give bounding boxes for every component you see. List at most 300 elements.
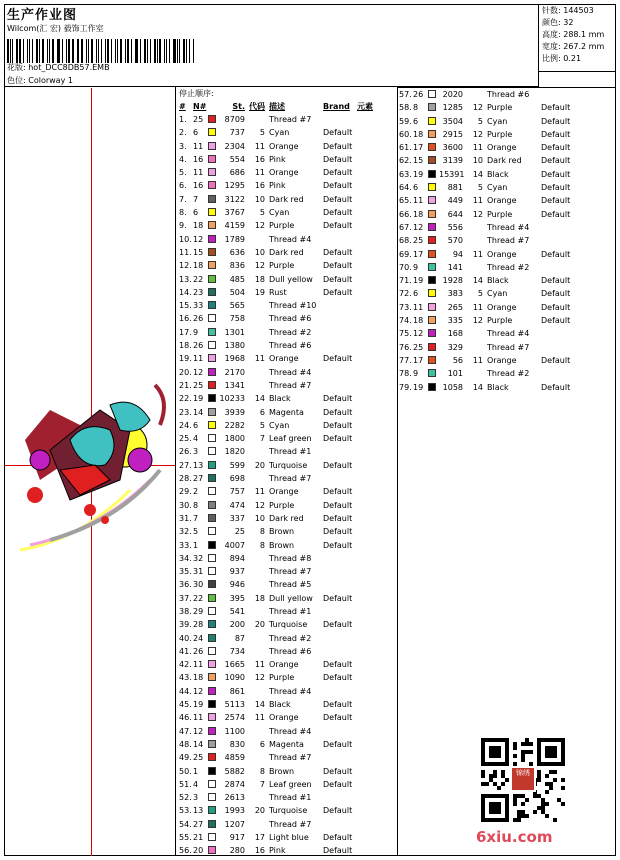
table-row (179, 632, 373, 645)
needle-number: 9 (413, 369, 419, 379)
thread-brand (541, 341, 575, 354)
stitch-count: 3504 (442, 116, 463, 126)
table-row (179, 166, 373, 179)
row-index: 52. (179, 793, 192, 803)
color-swatch (427, 141, 439, 154)
color-swatch (207, 140, 219, 153)
thread-brand: Default (323, 128, 353, 138)
needle-number: 11 (413, 302, 424, 312)
color-code (467, 221, 487, 234)
needle-number: 26 (193, 341, 204, 351)
color-description: Thread #6 (487, 90, 530, 99)
thread-brand: Default (323, 194, 353, 204)
color-swatch (207, 246, 219, 259)
table-row (399, 141, 575, 154)
needle-number: 12 (193, 726, 204, 736)
color-swatch (427, 234, 439, 247)
table-row (179, 605, 373, 618)
row-index: 41. (179, 646, 192, 656)
color-code (249, 379, 269, 392)
thread-brand: Default (541, 196, 571, 206)
thread-brand: Default (541, 129, 571, 139)
row-index: 72. (399, 289, 412, 299)
row-index: 15. (179, 301, 192, 311)
color-code (249, 472, 269, 485)
color-description: Cyan (487, 183, 508, 193)
color-swatch (207, 113, 219, 126)
color-description: Thread #2 (269, 633, 312, 643)
needle-number: 15 (193, 247, 204, 257)
needle-number: 25 (193, 753, 204, 763)
needle-number: 12 (413, 222, 424, 232)
color-swatch (427, 221, 439, 234)
row-index: 2. (179, 128, 187, 138)
table-row (179, 472, 373, 485)
needle-number: 17 (413, 143, 424, 153)
thread-brand (541, 221, 575, 234)
row-index: 20. (179, 367, 192, 377)
stitch-count: 4007 (224, 540, 245, 550)
thread-brand (323, 312, 357, 325)
color-swatch (207, 432, 219, 445)
color-swatch (207, 326, 219, 339)
thread-brand: Default (323, 846, 353, 856)
color-swatch (207, 831, 219, 844)
thread-brand (323, 366, 357, 379)
color-description: Purple (269, 261, 295, 271)
table-row (179, 113, 373, 126)
color-code (249, 725, 269, 738)
needle-number: 25 (193, 115, 204, 124)
stitch-count: 737 (229, 128, 245, 138)
thread-brand: Default (323, 779, 353, 789)
row-index: 31. (179, 513, 192, 523)
color-swatch (207, 578, 219, 591)
divider-right (397, 87, 398, 856)
table-row (179, 578, 373, 591)
color-code: 18 (254, 274, 265, 284)
header-index: # (179, 102, 186, 111)
table-row (399, 154, 575, 167)
thread-brand: Default (323, 154, 353, 164)
thread-brand: Default (323, 700, 353, 710)
needle-number: 30 (193, 580, 204, 590)
stitch-count: 56 (452, 355, 463, 365)
color-code: 7 (259, 434, 265, 444)
stitch-count: 329 (447, 342, 463, 352)
stitch-count: 8709 (224, 115, 245, 124)
stitch-count: 636 (229, 247, 245, 257)
color-description: Orange (269, 141, 299, 151)
row-index: 39. (179, 620, 192, 630)
stitch-count: 280 (229, 846, 245, 856)
color-description: Orange (487, 302, 517, 312)
thread-brand: Default (541, 382, 571, 392)
color-code: 16 (254, 154, 265, 164)
needle-number: 11 (193, 713, 204, 723)
thread-brand: Default (323, 434, 353, 444)
stitch-count: 644 (447, 209, 463, 219)
table-row (179, 419, 373, 432)
table-row (179, 259, 373, 272)
stitch-count: 757 (229, 487, 245, 497)
stitch-count: 1207 (224, 819, 245, 829)
row-index: 48. (179, 739, 192, 749)
color-code: 10 (254, 513, 265, 523)
stitch-count: 861 (229, 686, 245, 696)
row-index: 75. (399, 329, 412, 339)
table-header (179, 100, 373, 113)
color-swatch (207, 711, 219, 724)
row-index: 47. (179, 726, 192, 736)
table-row (179, 126, 373, 139)
needle-number: 6 (193, 420, 199, 430)
color-code: 8 (259, 766, 265, 776)
color-swatch (427, 88, 439, 101)
color-description: Leaf green (269, 434, 312, 444)
color-code: 12 (472, 316, 483, 326)
color-description: Purple (269, 221, 295, 231)
color-swatch (207, 126, 219, 139)
row-index: 42. (179, 660, 192, 670)
needle-number: 33 (193, 301, 204, 311)
row-index: 25. (179, 434, 192, 444)
color-swatch (207, 193, 219, 206)
color-swatch (427, 287, 439, 300)
table-row (399, 287, 575, 300)
thread-brand: Default (541, 355, 571, 365)
stitch-count: 4859 (224, 753, 245, 763)
color-swatch (207, 512, 219, 525)
needle-number: 19 (413, 169, 424, 179)
needle-number: 20 (193, 846, 204, 856)
color-swatch (207, 844, 219, 857)
needle-number: 11 (193, 354, 204, 364)
color-description: Orange (487, 355, 517, 365)
needle-number: 18 (413, 209, 424, 219)
stitch-count: 141 (447, 262, 463, 272)
seal-stamp (510, 766, 536, 792)
stitch-count: 2304 (224, 141, 245, 151)
color-code: 11 (254, 354, 265, 364)
table-row (179, 326, 373, 339)
color-description: Purple (487, 103, 513, 113)
thread-brand (323, 339, 357, 352)
table-row (399, 168, 575, 181)
needle-number: 22 (193, 593, 204, 603)
thread-brand (323, 565, 357, 578)
color-swatch (207, 592, 219, 605)
row-index: 44. (179, 686, 192, 696)
color-description: Pink (269, 846, 286, 856)
needle-number: 26 (413, 90, 424, 99)
stitch-count: 3139 (442, 156, 463, 166)
header-description: 描述 (269, 102, 285, 111)
row-index: 61. (399, 143, 412, 153)
color-swatch (207, 312, 219, 325)
stitch-count: 881 (447, 183, 463, 193)
thread-brand: Default (541, 183, 571, 193)
table-row (179, 539, 373, 552)
needle-number: 6 (413, 116, 419, 126)
color-swatch (207, 219, 219, 232)
stitch-count: 2282 (224, 420, 245, 430)
table-row (179, 685, 373, 698)
needle-number: 19 (413, 382, 424, 392)
needle-number: 8 (413, 103, 419, 113)
thread-brand (323, 605, 357, 618)
stitch-count: 1058 (442, 382, 463, 392)
color-description: Purple (487, 209, 513, 219)
divider-left (175, 87, 176, 856)
color-description: Light blue (269, 833, 309, 843)
design-scale: 比例: 0.21 (542, 54, 582, 63)
stitch-count: 449 (447, 196, 463, 206)
table-row (399, 274, 575, 287)
thread-brand: Default (323, 713, 353, 723)
color-description: Thread #4 (269, 367, 312, 377)
thread-brand: Default (541, 103, 571, 113)
table-row (399, 194, 575, 207)
needle-number: 25 (413, 236, 424, 246)
thread-brand: Default (323, 274, 353, 284)
row-index: 58. (399, 103, 412, 113)
color-swatch (427, 168, 439, 181)
needle-number: 19 (413, 276, 424, 286)
color-swatch (207, 618, 219, 631)
row-index: 55. (179, 833, 192, 843)
needle-number: 16 (193, 181, 204, 191)
needle-number: 12 (193, 234, 204, 244)
needle-number: 1 (193, 766, 199, 776)
color-description: Black (487, 276, 509, 286)
table-row (399, 248, 575, 261)
row-index: 16. (179, 314, 192, 324)
thread-brand: Default (323, 833, 353, 843)
thread-brand: Default (541, 316, 571, 326)
color-code: 10 (472, 156, 483, 166)
color-swatch (427, 261, 439, 274)
needle-number: 3 (193, 447, 199, 457)
color-swatch (207, 299, 219, 312)
color-description: Thread #1 (269, 793, 312, 803)
table-row (179, 140, 373, 153)
table-row (179, 818, 373, 831)
color-code: 11 (472, 196, 483, 206)
table-row (179, 246, 373, 259)
color-description: Thread #4 (269, 234, 312, 244)
thread-brand (323, 632, 357, 645)
table-row (179, 219, 373, 232)
stitch-count: 599 (229, 460, 245, 470)
table-row (179, 592, 373, 605)
row-index: 70. (399, 262, 412, 272)
stitch-count: 686 (229, 168, 245, 178)
color-code (249, 113, 269, 126)
thread-brand (323, 791, 357, 804)
thread-brand: Default (541, 249, 571, 259)
color-code: 14 (254, 700, 265, 710)
row-index: 22. (179, 394, 192, 404)
needle-number: 27 (193, 819, 204, 829)
color-description: Orange (269, 713, 299, 723)
color-code: 6 (259, 739, 265, 749)
color-code (249, 818, 269, 831)
color-code (249, 685, 269, 698)
stitch-count: 1993 (224, 806, 245, 816)
table-row (399, 381, 575, 394)
color-code: 12 (472, 129, 483, 139)
color-code: 7 (259, 779, 265, 789)
row-index: 57. (399, 90, 412, 99)
color-code (249, 791, 269, 804)
stitch-count: 1100 (224, 726, 245, 736)
row-index: 9. (179, 221, 187, 231)
row-index: 29. (179, 487, 192, 497)
table-row (179, 552, 373, 565)
color-swatch (207, 671, 219, 684)
needle-number: 14 (193, 739, 204, 749)
needle-number: 6 (413, 183, 419, 193)
table-row (179, 339, 373, 352)
color-swatch (207, 791, 219, 804)
color-description: Magenta (269, 407, 304, 417)
color-description: Dull yellow (269, 593, 313, 603)
row-index: 34. (179, 553, 192, 563)
thread-brand: Default (323, 660, 353, 670)
color-description: Orange (487, 249, 517, 259)
color-code: 12 (254, 221, 265, 231)
thread-brand (541, 327, 575, 340)
row-index: 51. (179, 779, 192, 789)
thread-brand (541, 261, 575, 274)
color-description: Thread #7 (269, 819, 312, 829)
color-code: 20 (254, 806, 265, 816)
row-index: 3. (179, 141, 187, 151)
needle-number: 6 (193, 208, 199, 218)
thread-brand: Default (323, 261, 353, 271)
stitch-count: 556 (447, 222, 463, 232)
stitch-count: 15391 (439, 169, 465, 179)
color-code: 11 (472, 302, 483, 312)
color-swatch (427, 194, 439, 207)
thread-brand: Default (323, 168, 353, 178)
thread-brand (541, 88, 575, 101)
row-index: 33. (179, 540, 192, 550)
stitch-count: 3600 (442, 143, 463, 153)
color-swatch (427, 154, 439, 167)
color-description: Purple (269, 500, 295, 510)
color-description: Thread #7 (269, 753, 312, 763)
color-description: Brown (269, 540, 295, 550)
color-swatch (207, 499, 219, 512)
color-swatch (207, 472, 219, 485)
stitch-count: 3939 (224, 407, 245, 417)
stitch-count: 1789 (224, 234, 245, 244)
row-index: 4. (179, 154, 187, 164)
table-row (399, 221, 575, 234)
table-row (179, 445, 373, 458)
color-swatch (207, 485, 219, 498)
color-description: Pink (269, 154, 286, 164)
thread-brand: Default (323, 766, 353, 776)
color-description: Cyan (269, 420, 290, 430)
needle-number: 6 (193, 128, 199, 138)
color-swatch (427, 327, 439, 340)
needle-number: 27 (193, 474, 204, 484)
needle-number: 12 (413, 329, 424, 339)
thread-brand: Default (323, 181, 353, 191)
needle-number: 4 (193, 434, 199, 444)
color-description: Brown (269, 527, 295, 537)
color-code: 14 (472, 276, 483, 286)
design-width: 宽度: 267.2 mm (542, 42, 605, 51)
thread-brand: Default (323, 806, 353, 816)
needle-number: 26 (193, 646, 204, 656)
color-description: Purple (487, 316, 513, 326)
stitch-count: 504 (229, 287, 245, 297)
seal-text: 锦绣 (516, 769, 530, 777)
color-code: 19 (254, 287, 265, 297)
color-code: 11 (254, 487, 265, 497)
color-description: Thread #6 (269, 314, 312, 324)
stitch-count: 1295 (224, 181, 245, 191)
color-code (467, 234, 487, 247)
color-description: Thread #6 (269, 646, 312, 656)
color-description: Dark red (269, 247, 304, 257)
stitch-count: 1665 (224, 660, 245, 670)
thread-brand: Default (541, 276, 571, 286)
color-swatch (207, 166, 219, 179)
stitch-count: 335 (447, 316, 463, 326)
color-description: Turquoise (269, 460, 308, 470)
needle-number: 31 (193, 567, 204, 577)
row-index: 79. (399, 382, 412, 392)
color-description: Turquoise (269, 620, 308, 630)
table-row (179, 844, 373, 857)
row-index: 71. (399, 276, 412, 286)
color-swatch (427, 354, 439, 367)
color-description: Thread #6 (269, 341, 312, 351)
color-description: Thread #8 (269, 553, 312, 563)
color-swatch (207, 379, 219, 392)
table-row (179, 725, 373, 738)
stitch-count: 1968 (224, 354, 245, 364)
stitch-count: 1285 (442, 103, 463, 113)
table-row (179, 738, 373, 751)
row-index: 18. (179, 341, 192, 351)
header-panel (4, 4, 539, 87)
color-description: Cyan (269, 128, 290, 138)
stitch-count: 3767 (224, 208, 245, 218)
stitch-count: 2170 (224, 367, 245, 377)
thread-brand (323, 578, 357, 591)
table-row (399, 301, 575, 314)
row-index: 1. (179, 115, 187, 124)
color-description: Cyan (487, 116, 508, 126)
color-swatch (207, 459, 219, 472)
needle-number: 1 (193, 540, 199, 550)
color-description: Black (269, 394, 291, 404)
table-row (179, 432, 373, 445)
needle-number: 18 (193, 221, 204, 231)
thread-brand (323, 645, 357, 658)
row-index: 21. (179, 380, 192, 390)
row-index: 63. (399, 169, 412, 179)
thread-brand (323, 445, 357, 458)
thread-brand: Default (541, 289, 571, 299)
color-description: Thread #1 (269, 606, 312, 616)
